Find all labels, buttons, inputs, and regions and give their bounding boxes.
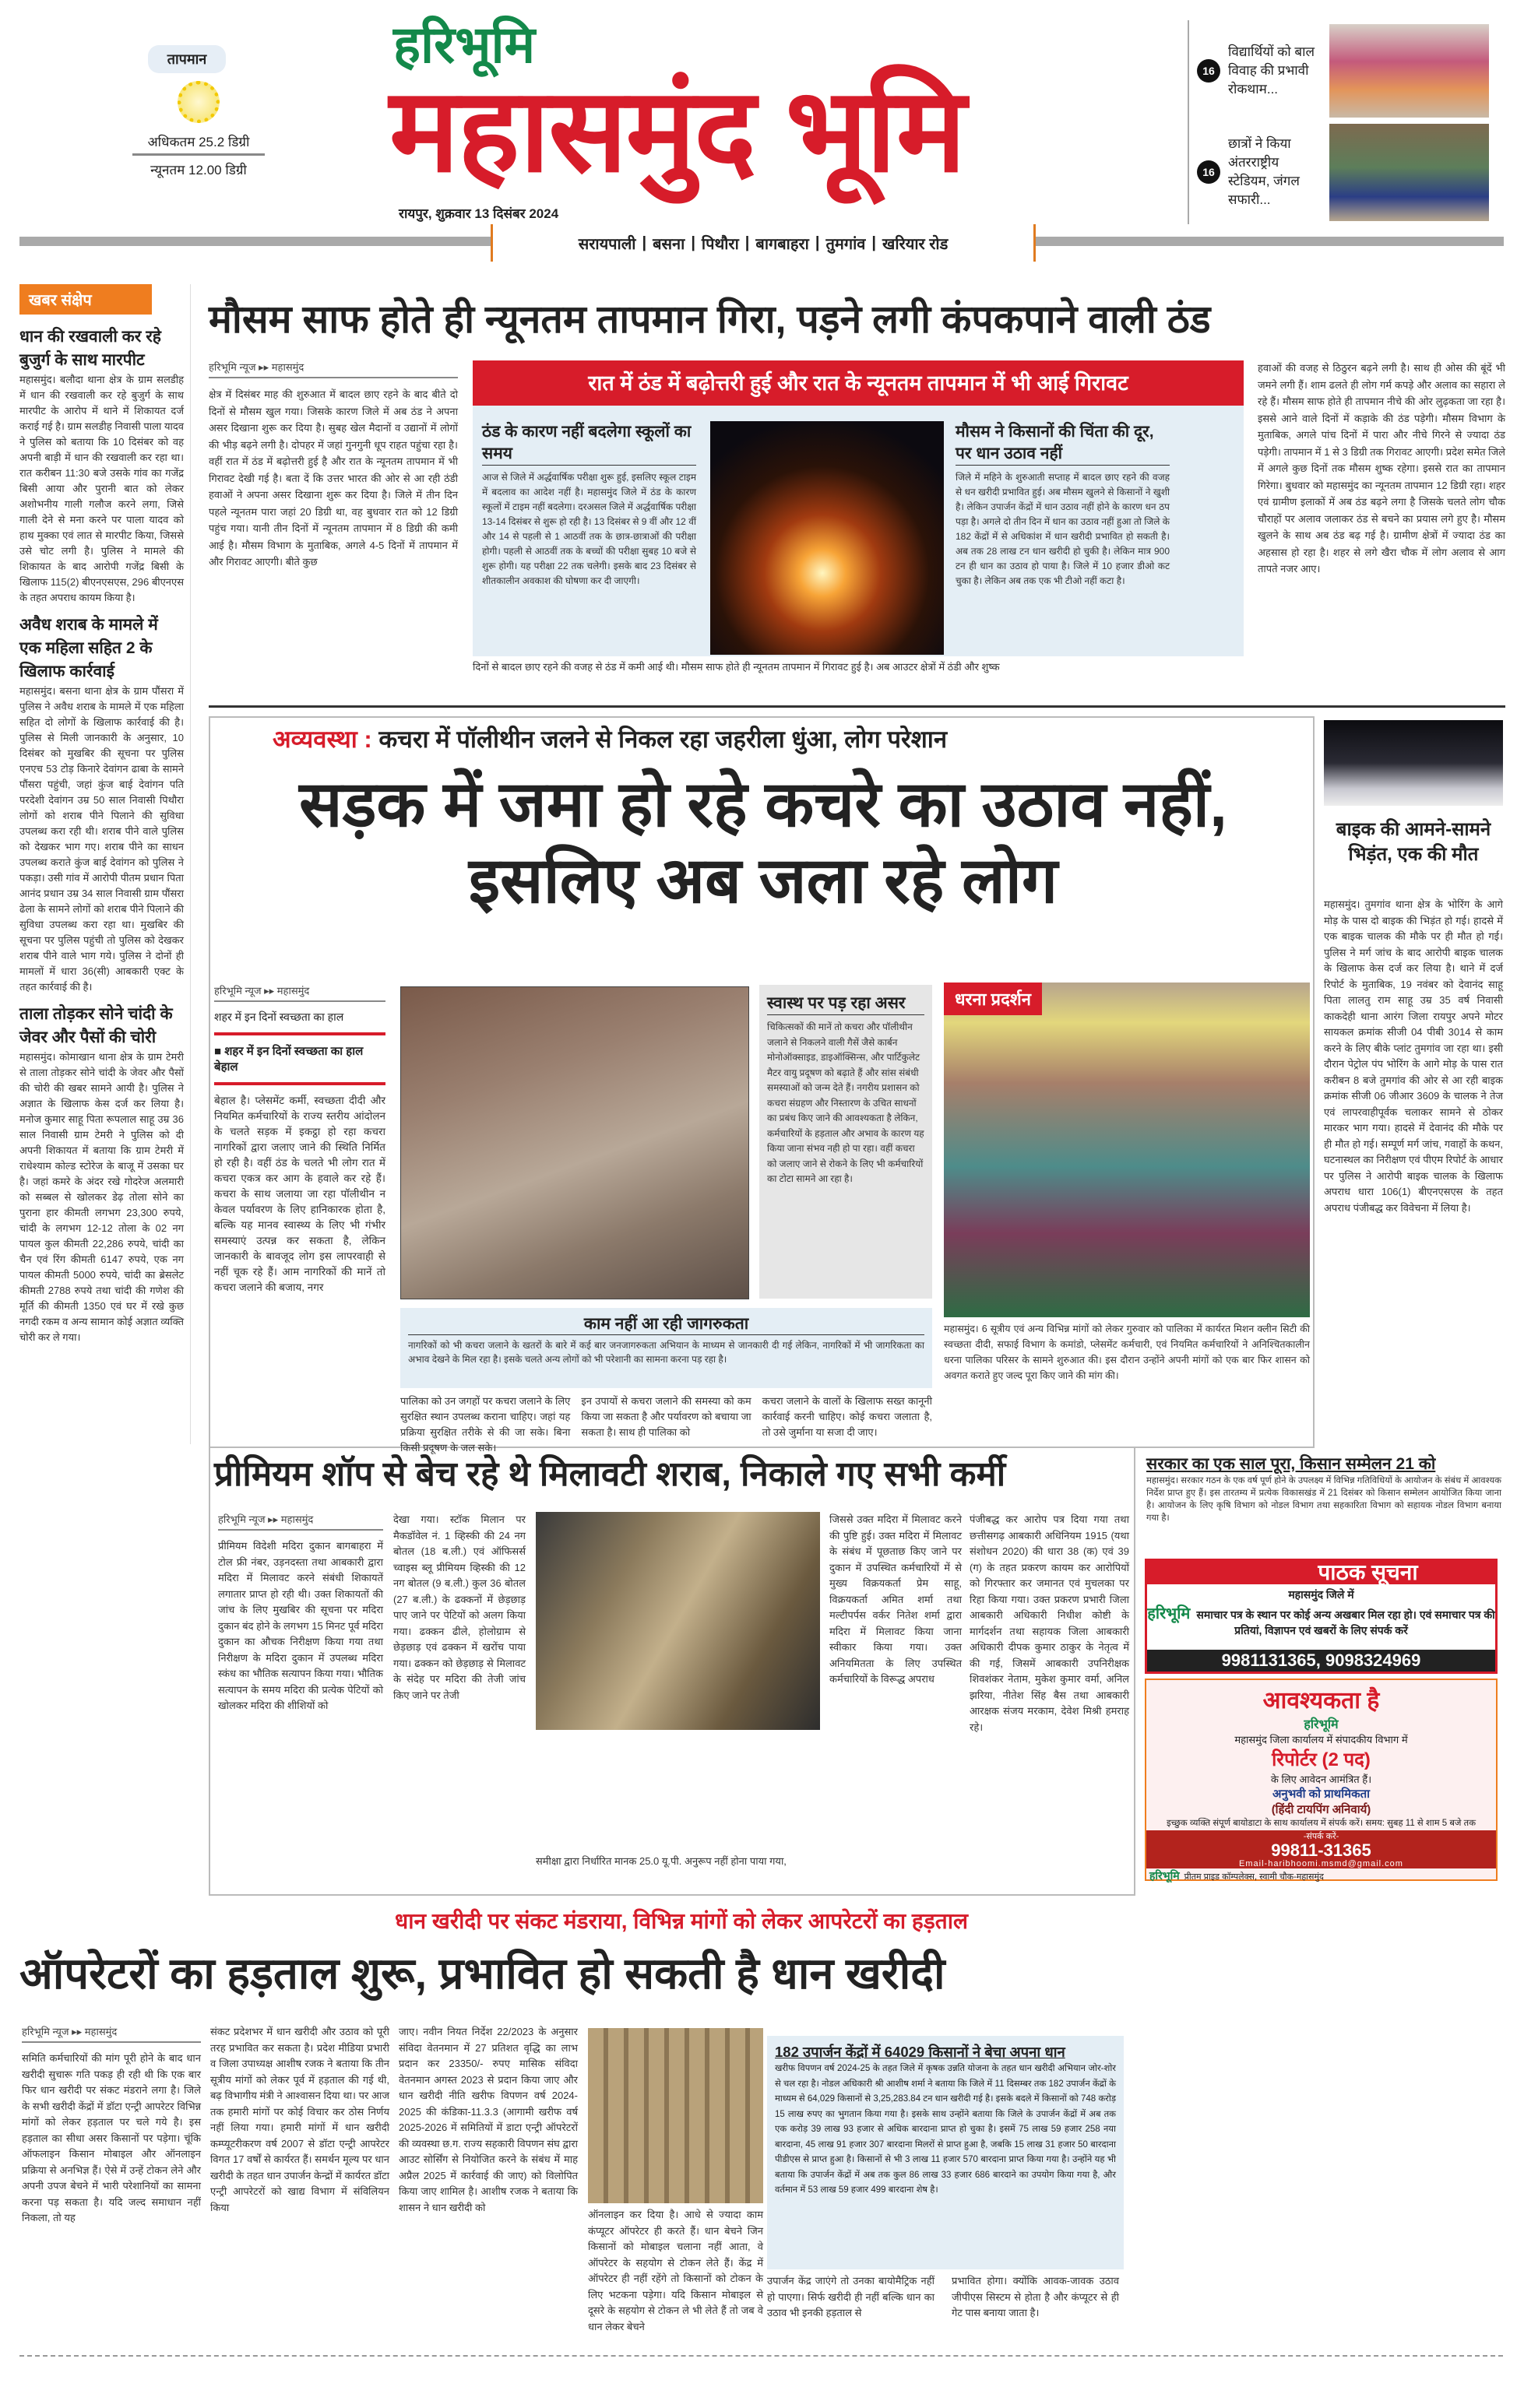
news-brief-column bbox=[19, 284, 191, 1444]
story1-right: हवाओं की वजह से ठिठुरन बढ़ने लगी है। साथ ही ओस की बूंदें भी जमने लगी हैं। शाम ढलते ही लोग गर्म कपड़े और अलाव का सहारा ले रहे हैं। मौसम साफ होते ही तापमान नीचे की ओर लुढ़कता जा रहा है। इससे आने वाले दिनों में कड़ाके की ठंड पड़ेगी। मौसम विभाग के मुताबिक, अगले पांच दिनों में पारा और नीचे गिरने से ज्यादा ठंड पड़ेगी। तापमान में 1 से 3 डिग्री तक गिरावट आएगी। प्रदेश समेत जिले में अगले कुछ दिनों तक मौसम शुष्क रहेगा। इससे रात का तापमान गिरेगा। बुधवार को महासमुंद का न्यूनतम तापमान 12 डिग्री रहा। शहर एवं ग्रामीण इलाकों में अब ठंड बढ़ने लगा है जिसके चलते लोग चौक चौराहों पर अलाव जलाकर ठंड से बचने का प्रयास लगे हुए है। मौसम खुलने के साथ अब ठंड बढ़ गई है। ग्रामीण क्षेत्रों में ज्यादा ठंड का अहसास हो रहा है। शहर से लगे खैरा चौक में लोग अलाव से आग तापते नजर आए। bbox=[1258, 362, 1505, 575]
brief-item bbox=[19, 1003, 184, 1345]
bullet-line: ■ शहर में इन दिनों स्वच्छता का हाल बेहाल bbox=[214, 1043, 385, 1085]
story4-photo-text: ऑनलाइन कर दिया है। आधे से ज्यादा काम कंप्यूटर ऑपरेटर ही करते हैं। धान बेचने जिन किसानों को मोबाइल चलाना नहीं आता, वे ऑपरेटर के सहयोग से टोकन लेते हैं। केंद्र में ऑपरेटर ही नहीं रहेंगे तो किसानों को टोकन के लिए भटकना पड़ेगा। यदि किसान मोबाइल से दूसरे के सहयोग से टोकन ले भी लेते हैं तो जब वे धान लेकर बेचने bbox=[588, 2209, 763, 2332]
lower-col: पालिका को उन जगहों पर कचरा जलाने के लिए सुरक्षित स्थान उपलब्ध कराना चाहिए। जहां यह प्रक्रिया सुरक्षित तरीके से की जा सके। बिना किसी प्रदूषण के जल सके। bbox=[400, 1395, 571, 1454]
max-temp: अधिकतम 25.2 डिग्री bbox=[132, 132, 265, 156]
health-box bbox=[759, 985, 932, 1299]
kicker-text: कचरा में पॉलीथीन जलने से निकल रहा जहरीला धुंआ, लोग परेशान bbox=[378, 726, 948, 753]
protest-caption: महासमुंद। 6 सूत्रीय एवं अन्य विभिन्न मांगों को लेकर गुरुवार को पालिका में कार्यरत मिशन क्लीन सिटी की स्वच्छता दीदी, सफाई विभाग के कमांडो, प्लेसमेंट कर्मचारी, एवं नियमित कर्मचारियों ने अनिश्चितकालीन धरना पालिका परिसर के सामने शुरुआत की। इस दौरान उन्होंने अपनी मांगों को एक बार फिर शासन को अवगत कराते हुए जल्द पूरा किए जाने की मांग की। bbox=[944, 1324, 1310, 1381]
brand-logo: हरिभूमि bbox=[1149, 1869, 1180, 1882]
reader-notice-ad bbox=[1145, 1559, 1498, 1674]
brief-title: धान की रखवाली कर रहे बुजुर्ग के साथ मारपीट bbox=[19, 328, 161, 369]
dateline: रायपुर, शुक्रवार 13 दिसंबर 2024 bbox=[399, 206, 559, 221]
schools-box bbox=[482, 421, 696, 589]
separator: | bbox=[691, 234, 695, 251]
box-title: 182 उपार्जन केंद्रों में 64029 किसानों ने बेचा अपना धान bbox=[775, 2044, 1065, 2060]
box-body: जिले में महिने के शुरुआती सप्ताह में बादल छाए रहने की वजह से धन खरीदी प्रभावित हुई। अब मौसम खुलने से किसानों ने खुशी है। लेकिन उपार्जन केंद्रों में धान उठाव नहीं होने के कारण धन ठप पड़ा है। अगले दो तीन दिन में धान का उठाव नहीं हुआ तो जिले के 182 केंद्रों में से अधिकांश में धान खरीदी प्रभावित हो सकती है। अब तक 28 लाख टन धान खरीदी हो चुकी है। लेकिन मात्र 900 टन ही धान का उठाव हो पाया है। जिले में 10 हजार डीओ कट चुका है। लेकिन अब तक एक भी टीओ नहीं कटा है। bbox=[956, 472, 1170, 586]
byline: हरिभूमि न्यूज ▸▸ महासमुंद bbox=[214, 983, 385, 1002]
town[interactable]: तुमगांव bbox=[825, 235, 866, 253]
ad-line: महासमुंद जिले में bbox=[1288, 1588, 1354, 1601]
town[interactable]: बसना bbox=[653, 235, 685, 253]
lower-col: कचरा जलाने के वालों के खिलाफ सख्त कानूनी कार्रवाई करनी चाहिए। कोई कचरा जलाता है, तो उसे जुर्माना या सजा दी जाए। bbox=[762, 1395, 932, 1438]
contact-band bbox=[1146, 1830, 1496, 1868]
contact-email: Email-haribhoomi.msmd@gmail.com bbox=[1239, 1859, 1403, 1868]
brief-body: महासमुंद। बसना थाना क्षेत्र के ग्राम पौंसरा में पुलिस ने अवैध शराब के मामले में एक महिला सहित दो लोगों के खिलाफ कार्रवाई की है। पुलिस से मिली जानकारी के अनुसार, 10 दिसंबर को मुखबिर की सूचना पर पुलिस एनएच 53 टोड़ किनारे देवांगन ढाबा के सामने पौंसरा पहुंची, जहां कुंज बाई देवांगन पति परदेशी देवांगन उम्र 50 साल निवासी पिथौरा लोगों को शराब पीने पिलाने की सुविधा उपलब्ध करा रही थी। शराब पीने वाले पुलिस को देखकर भाग गए। शराब पीने का साधन उपलब्ध कराते कुंज बाई देवांगन को पुलिस ने पकड़ा। उसी गांव में आरोपी पीतम प्रधान पिता आनंद प्रधान उम्र 34 साल निवासी ग्राम पौंसरा ढेला के सामने लोगों को शराब पीने पिलाने की सुविधा उपलब्ध करा रहा था। मुखबिर की सूचना पर पुलिस पहुंची तो पुलिस को देखकर शराब पीने वाले भाग गये। पुलिस ने दोनों ही मामलों में धारा 36(सी) आबकारी एक्ट के तहत कार्रवाई की है। bbox=[19, 685, 184, 993]
story2-body: बेहाल है। प्लेसमेंट कर्मी, स्वच्छता दीदी और नियमित कर्मचारियों के राज्य स्तरीय आंदोलन के चलते सड़क में इकट्ठा हो रहा कचरा नागरिकों द्वारा जलाए जाने की स्थिति निर्मित हो रही है। वहीं ठंड के चलते भी लोग रात में कचरा एकत्र कर आग के हवाले कर रहे हैं। कचरा के साथ जलाया जा रहा पॉलीथीन न केवल पर्यावरण के लिए हानिकारक होता है, बल्कि यह मानव स्वास्थ्य के लिए भी गंभीर समस्याएं उत्पन्न कर सकता है, लेकिन जानकारी के बावजूद लोग इस लापरवाही से नहीं चूक रहे हैं। आम नागरिकों की मानें तो कचरा जलाने की बजाय, नगर bbox=[214, 1095, 385, 1293]
town[interactable]: सरायपाली bbox=[578, 235, 636, 253]
page-badge: 16 bbox=[1197, 59, 1220, 83]
story4-kicker: धान खरीदी पर संकट मंडराया, विभिन्न मांगों को लेकर आपरेटरों का हड़ताल bbox=[395, 1909, 968, 1933]
ad-brand: हरिभूमि bbox=[1304, 1718, 1339, 1731]
story1-banner: रात में ठंड में बढ़ोत्तरी हुई और रात के न्यूनतम तापमान में भी आई गिरावट bbox=[473, 360, 1244, 406]
story4-tail2: प्रभावित होगा। क्योंकि आवक-जावक उठाव जीपीएस सिस्टम से होता है और कंप्यूटर से ही गेट पास बनाया जाता है। bbox=[952, 2275, 1119, 2318]
box-body: आज से जिले में अर्द्धवार्षिक परीक्षा शुरू हुई, इसलिए स्कूल टाइम में बदलाव का आदेश नहीं है। महासमुंद जिले में ठंड के कारण स्कूलों में टाइम नहीं बदलेगा। दरअसल जिले में अर्द्धवार्षिक परीक्षा 13-14 दिसंबर से शुरू हो रही है। 13 दिसंबर से 9 वीं और 12 वीं और 14 से पहली से 1 आठवीं तक के छात्र-छात्राओं की परीक्षा होगी। पहली से आठवीं तक के बच्चों की परीक्षा सुबह 10 बजे से शुरू होगी। यह परीक्षा 22 तक चलेगी। इसके बाद 23 दिसंबर से शीतकालीन अवकाश की घोषणा कर दी जाएगी। bbox=[482, 472, 696, 586]
box-title: मौसम ने किसानों की चिंता की दूर, पर धान उठाव नहीं bbox=[956, 421, 1170, 466]
ad-title: आवश्यकता है bbox=[1262, 1688, 1380, 1714]
ad-text: समाचार पत्र के स्थान पर कोई अन्य अखबार मिल रहा हो। एवं समाचार पत्र की प्रतियां, विज्ञापन एवं खबरों के लिए संपर्क करें bbox=[1196, 1608, 1495, 1636]
brief-body: महासमुंद। कोमाखान थाना क्षेत्र के ग्राम टेमरी से ताला तोड़कर सोने चांदी के जेवर और पैसों की चोरी की खबर सामने आयी है। पुलिस ने अज्ञात के खिलाफ केस दर्ज कर लिया है। मनोज कुमार साहू पिता रूपलाल साहू उम्र 36 साल निवासी ग्राम टेमरी ने पुलिस को दी अपनी शिकायत में बताया कि ग्राम टेमरी में राधेश्याम कोल्ड स्टोरेज के बाजू में उसका घर है। जहां कमरे के अंदर रखे गोदरेज अलमारी को सब्बल से खोलकर डेढ़ तोला सोने का पुराना हार कीमती लगभग 23,300 रुपये, चांदी के लगभग 12-12 तोला के 02 नग पायल कुल कीमती 22,286 रुपये, चांदी का चैन एवं रिंग कीमती 6147 रुपये, एक नग पायल कीमती 5000 रुपये, चांदी का ब्रेसलेट कीमती 2788 रुपये तथा चांदी की गणेश की मूर्ति की कीमती 1350 एवं घर में रखे कुछ नगदी रकम व अन्य सामान कोई अज्ञात व्यक्ति चोरी कर ले गया। bbox=[19, 1051, 184, 1343]
sarkar-body: महासमुंद। सरकार गठन के एक वर्ष पूर्ण होने के उपलक्ष्य में विभिन्न गतिविधियों के आयोजन के संबंध में आवश्यक निर्देश प्राप्त हुए हैं। इस तारतम्य में प्रत्येक विकासखंड में 21 दिसंबर को किसान सम्मेलन आयोजित किया जाना है। आयोजन के लिए कृषि विभाग को नोडल विभाग तथा सहकारिता विभाग को सहायक नोडल विभाग बनाया गया है। bbox=[1146, 1476, 1501, 1523]
towns-bar bbox=[491, 224, 1036, 262]
bonfire-photo bbox=[710, 421, 944, 655]
story4-headline: ऑपरेटरों का हड़ताल शुरू, प्रभावित हो सकती है धान खरीदी bbox=[19, 1949, 945, 1998]
story4-col3: जाए। नवीन नियत निर्देश 22/2023 के अनुसार संविदा वेतनमान में 27 प्रतिशत वृद्धि का लाभ प्रदान कर 23350/- रुपए मासिक संविदा वेतनमान अगस्त 2023 से प्रदान किया जाए और धान खरीदी नीति खरीफ विपणन वर्ष 2024-2025 की कंडिका-11.3.3 (आगामी खरीफ वर्ष 2025-2026 में समितियों में डाटा एन्ट्री ऑपरेटरों की व्यवस्था छ.ग. राज्य सहकारी विपणन संघ द्वारा आउट सोर्सिंग से नियोजित करने के संबंध में माह अप्रैल 2025 में कार्रवाई की जाए) को विलोपित किया जाए शामिल है। आशीष रजक ने बताया कि शासन ने धान खरीदी को bbox=[399, 2026, 578, 2213]
story1-bottom: दिनों से बादल छाए रहने की वजह से ठंड में कमी आई थी। मौसम साफ होते ही न्यूनतम तापमान में गिरावट हुई है। अब आउटर क्षेत्रों में ठंडी और शुष्क bbox=[473, 661, 1000, 673]
brief-title: अवैध शराब के मामले में एक महिला सहित 2 के खिलाफ कार्रवाई bbox=[19, 616, 158, 680]
paddy-sacks-photo bbox=[588, 2028, 763, 2203]
story1-left bbox=[209, 360, 458, 687]
story4-col2: संकट प्रदेशभर में धान खरीदी और उठाव को पूरी तरह प्रभावित कर सकता है। प्रदेश मीडिया प्रभारी व जिला उपाध्यक्ष आशीष रजक ने बताया कि तीन सूत्रीय मांगों को लेकर पूर्व में हड़ताल की गई थी, बढ़ विभागीय मंत्री ने आश्वासन दिया था। पर आज तक हमारी मांगों पर कोई विचार कर ठोस निर्णय नहीं लिया गया। हमारी मांगों में धान खरीदी कम्प्यूटरीकरण वर्ष 2007 से डॉटा एन्ट्री आपरेटर विगत 17 वर्षों से कार्यरत हैं। समर्थन मूल्य पर धान खरीदी के तहत धान उपार्जन केन्द्रों में कार्यरत डॉटा एन्ट्री आपरेटरों को खाद्य विभाग में संविलियन किया bbox=[210, 2026, 389, 2213]
brief-item bbox=[19, 613, 184, 995]
story3-col2: देखा गया। स्टॉक मिलान पर मैकडॉवेल नं. 1 व्हिस्की की 24 नग बोतल (18 ब.ली.) एवं ऑफिसर्स च्वाइस ब्लू प्रीमियम व्हिस्की की 12 नग बोतल (9 ब.ली.) कुल 36 बोतल (27 ब.ली.) के ढक्कनों में छेड़छाड़ पाए जाने पर पेटियों को अलग किया गया। ढक्कन ढीले, होलोग्राम से छेड़छाड़ एवं ढक्कन में खरोंच पाया गया। ढक्कन को छेड़छाड़ से मिलावट के संदेह पर मदिरा की तेजी जांच किए जाने पर तेजी bbox=[393, 1513, 526, 1701]
teaser-photo bbox=[1329, 124, 1489, 221]
ad-line: इच्छुक व्यक्ति संपूर्ण बायोडाटा के साथ कार्यालय में संपर्क करें। समय: सुबह 11 से शाम 5 बजे तक bbox=[1166, 1819, 1477, 1828]
box-body: चिकित्सकों की मानें तो कचरा और पॉलीथीन जलाने से निकलने वाली गैसें जैसे कार्बन मोनोऑक्साइड, डाइऑक्सिन्स, और पार्टिकुलेट मैटर वायु प्रदूषण को बढ़ाते हैं और सांस संबंधी समस्याओं को जन्म देते हैं। नगरीय प्रशासन को कचरा संग्रहण और निस्तारण के उचित साधनों का प्रबंध किए जाने की आवश्यकता है लेकिन, कर्मचारियों के हड़ताल और अभाव के कारण यह किया जाना संभव नही हो पा रहा। वहीं कचरा को जलाए जाने से रोकने के लिए भी कर्मचारियों का टोटा सामने आ रहा है। bbox=[767, 1021, 924, 1184]
kicker-label: अव्यवस्था : bbox=[273, 726, 372, 753]
byline: हरिभूमि न्यूज ▸▸ महासमुंद bbox=[218, 1512, 383, 1531]
box-title: काम नहीं आ रही जागरुकता bbox=[408, 1313, 924, 1335]
awareness-box bbox=[400, 1308, 932, 1388]
story1-body: क्षेत्र में दिसंबर माह की शुरुआत में बादल छाए रहने के बाद बीते दो दिनों से मौसम खुल गया। जिसके कारण जिले में अब ठंड ने अपना असर दिखाना शुरू कर दिया है। सुबह खेल मैदानों व उद्यानों में लोगों की भीड़ बढ़ने लगी है। दोपहर में जहां गुनगुनी धूप राहत पहुंचा रहा है। वहीं रात में ठंड में बढ़ोत्तरी हुई है और रात के न्यूनतम तापमान में भी गिरावट देखी गई है। बता दें कि उत्तर भारत की ओर से आ रही ठंडी हवाओं ने अपना असर दिखाना शुरू कर दिया है। जिले में तीन दिन पहले न्यूनतम पारा जहां 20 डिग्री था, वह बुधवार रात को 12 डिग्री पहुंच गया। यानी तीन दिनों में न्यूनतम तापमान में 8 डिग्री की कमी आई है। मौसम विभाग के मुताबिक, अगले 4-5 दिनों में तापमान में और गिरावट आएगी। बीते कुछ bbox=[209, 388, 458, 568]
teasers bbox=[1188, 20, 1499, 224]
accident-photo bbox=[1324, 720, 1503, 806]
contact-label: -संपर्क करें- bbox=[1303, 1832, 1339, 1841]
liquor-raid-photo bbox=[536, 1512, 820, 1730]
sarkar-title: सरकार का एक साल पूरा, किसान सम्मेलन 21 को bbox=[1146, 1455, 1436, 1473]
box-body: खरीफ विपणन वर्ष 2024-25 के तहत जिले में कृषक उन्नति योजना के तहत धान खरीदी अभियान जोर-शोर से चल रहा है। नोडल अधिकारी श्री आशीष शर्मा ने बताया कि जिले में 11 दिसम्बर तक 182 उपार्जन केंद्रों के माध्यम से 64,029 किसानों से 3,25,283.84 टन धान खरीदी गई है। इसके बदले में किसानों को 748 करोड़ 15 लाख रुपए का भुगतान किया गया है। इसके साथ उन्होंने बताया कि जिले के उपार्जन केंद्रों में अब तक एक करोड़ 39 लाख 93 हजार से अधिक बारदाना प्राप्त हो चुका है। इसमें 75 लाख 59 हजार 258 नया बारदाना, 45 लाख 91 हजार 307 बारदाना मिलरों से प्राप्त हुआ है, जबकि 15 लाख 31 हजार 50 बारदाना पीडीएस से प्राप्त हुआ है। किसानों से भी 3 लाख 11 हजार 570 बारदाना प्राप्त किया गया है। उन्होंने यह भी बताया कि उपार्जन केंद्रों में अब तक कुल 86 लाख 33 हजार 686 बारदाने का उपयोग किया गया है, और वर्तमान में 53 लाख 59 हजार 499 बारदाना शेष है। bbox=[775, 2064, 1116, 2195]
byline: हरिभूमि न्यूज ▸▸ महासमुंद bbox=[22, 2024, 201, 2043]
brief-title: ताला तोड़कर सोने चांदी के जेवर और पैसों की चोरी bbox=[19, 1005, 173, 1046]
box-title: ठंड के कारण नहीं बदलेगा स्कूलों का समय bbox=[482, 421, 696, 466]
story4-tail1: उपार्जन केंद्र जाएंगे तो उनका बायोमैट्रिक नहीं हो पाएगा। सिर्फ खरीदी ही नहीं बल्कि धान का उठाव भी इनकी हड़ताल से bbox=[767, 2275, 934, 2318]
ad-line: के लिए आवेदन आमंत्रित हैं। bbox=[1270, 1773, 1372, 1785]
protest-label: धरना प्रदर्शन bbox=[944, 983, 1042, 1015]
teaser[interactable] bbox=[1189, 20, 1499, 121]
story3-headline: प्रीमियम शॉप से बेच रहे थे मिलावटी शराब, निकाले गए सभी कर्मी bbox=[214, 1455, 1006, 1493]
story4-col1 bbox=[22, 2024, 201, 2347]
ad-footer bbox=[1146, 1868, 1496, 1883]
divider bbox=[209, 705, 1505, 708]
bullet-text: शहर में इन दिनों स्वच्छता का हाल बेहाल bbox=[214, 1045, 364, 1074]
ad-phones: 9981131365, 9098324969 bbox=[1147, 1650, 1495, 1672]
lower-col: इन उपायों से कचरा जलाने की समस्या को कम किया जा सकता है और पर्यावरण को बचाया जा सकता है। साथ ही पालिका को bbox=[581, 1395, 751, 1438]
procurement-box bbox=[767, 2036, 1124, 2269]
farmers-box bbox=[956, 421, 1170, 589]
story2-lower bbox=[400, 1394, 932, 1454]
separator: | bbox=[642, 234, 647, 251]
bike-title: बाइक की आमने-सामने भिड़ंत, एक की मौत bbox=[1336, 819, 1491, 865]
town[interactable]: पिथौरा bbox=[701, 235, 739, 253]
story3-col1 bbox=[218, 1512, 383, 1886]
story1-headline: मौसम साफ होते ही न्यूनतम तापमान गिरा, पड़ने लगी कंपकपाने वाली ठंड bbox=[209, 297, 1211, 341]
footer-dash-rule bbox=[19, 2355, 1503, 2357]
reporter-wanted-ad bbox=[1145, 1679, 1498, 1881]
story2-left bbox=[214, 983, 385, 1443]
teaser[interactable] bbox=[1189, 121, 1499, 223]
col: समिति कर्मचारियों की मांग पूरी होने के बाद धान खरीदी सुचारू गति पकड़ ही रही थी कि एक बार फिर धान खरीदी पर संकट मंडराने लगा है। जिले के सभी खरीदी केंद्रों में डॉटा एन्ट्री आपरेटर विभिन्न मांगों को लेकर हड़ताल पर चले गये है। इस हड़ताल का सीधा असर किसानों पर पड़ेगा। चूंकि ऑफलाइन किसान मोबाइल और ऑनलाइन प्रक्रिया से अनभिज्ञ हैं। ऐसे में उन्हें टोकन लेने और अपनी उपज बेचने में भारी परेशानियों का सामना करना पड़ सकता है। यदि जल्द समाधान नहीं निकला, तो यह bbox=[22, 2052, 201, 2223]
teaser-text: छात्रों ने किया अंतरराष्ट्रीय स्टेडियम, जंगल सफारी... bbox=[1228, 136, 1300, 207]
box-body: नागरिकों को भी कचरा जलाने के खतरों के बारे में कई बार जनजागरुकता अभियान के माध्यम से जानकारी दी गई लेकिन, नागरिकों में भी जागरिकता का अभाव देखने के मिल रहा है। इसके चलते अन्य लोगों को भी परेशानी का सामना करना पड़ रहा है। bbox=[408, 1340, 924, 1365]
town[interactable]: बागबाहरा bbox=[755, 235, 809, 253]
story3-extra: समीक्षा द्वारा निर्धारित मानक 25.0 यू.पी. अनुरूप नहीं होना पाया गया, bbox=[536, 1855, 787, 1867]
brief-label: खबर संक्षेप bbox=[19, 284, 152, 315]
ad-typing: (हिंदी टायपिंग अनिवार्य) bbox=[1271, 1803, 1371, 1816]
weather-label: तापमान bbox=[148, 45, 226, 73]
byline: हरिभूमि न्यूज ▸▸ महासमुंद bbox=[209, 360, 458, 378]
ad-address: प्रीतम प्राइड कॉम्पलेक्स, स्वामी चौक-महासमुंद bbox=[1184, 1872, 1324, 1882]
story2-headline: सड़क में जमा हो रहे कचरे का उठाव नहीं, इसलिए अब जला रहे लोग bbox=[299, 769, 1227, 916]
sun-icon bbox=[178, 81, 220, 123]
ad-pref: अनुभवी को प्राथमिकता bbox=[1272, 1788, 1371, 1801]
ad-post: रिपोर्टर (2 पद) bbox=[1272, 1749, 1371, 1770]
teaser-photo bbox=[1329, 24, 1489, 118]
masthead-title: महासमुंद भूमि bbox=[389, 65, 965, 195]
story3-col3: जिससे उक्त मदिरा में मिलावट करने की पुष्टि हुई। उक्त मदिरा में मिलावट के संबंध में पूछताछ किए जाने पर दुकान में उपस्थित कर्मचारियों में से मुख्य विक्रयकर्ता प्रेम साहू, विक्रयकर्ता अमित शर्मा तथा मल्टीपर्पस वर्कर नितेश शर्मा द्वारा मदिरा में मिलावट किया जाना स्वीकार किया गया। उक्त अनियमितता के लिए उपस्थित कर्मचारियों के विरूद्ध अपराध bbox=[829, 1513, 962, 1685]
col: प्रीमियम विदेशी मदिरा दुकान बागबाहरा में टोल फ्री नंबर, उड़नदस्ता तथा आबकारी द्वारा मदिरा में मिलावट करने संबंधी शिकायतें लगातार प्राप्त हो रही थी। उक्त शिकायतों की जांच के लिए मुखबिर की सूचना पर मदिरा दुकान बंद होने के लगभग 15 मिनट पूर्व मदिरा दुकान का औचक निरीक्षण किया गया तथा निरीक्षण के मदिरा दुकान में उपलब्ध मदिरा स्कंध का भौतिक सत्यापन किया गया। भौतिक सत्यापन के समय मदिरा की प्रत्येक पेटियों को खोलकर मदिरा की शीशियों को bbox=[218, 1540, 383, 1711]
protest-photo bbox=[944, 983, 1310, 1317]
separator: | bbox=[744, 234, 750, 251]
separator: | bbox=[815, 234, 820, 251]
teaser-text: विद्यार्थियों को बाल विवाह की प्रभावी रोकथाम... bbox=[1228, 44, 1315, 97]
brief-item bbox=[19, 325, 184, 606]
ad-line: महासमुंद जिला कार्यालय में संपादकीय विभाग में bbox=[1234, 1734, 1408, 1745]
box-title: स्वास्थ पर पड़ रहा असर bbox=[767, 993, 924, 1015]
story1-panel bbox=[473, 406, 1244, 656]
garbage-fire-photo bbox=[400, 986, 749, 1299]
contact-phone: 99811-31365 bbox=[1271, 1840, 1371, 1860]
ad-brand bbox=[1147, 1602, 1495, 1638]
bike-body: महासमुंद। तुमगांव थाना क्षेत्र के भोरिंग के आगे मोड़ के पास दो बाइक की भिड़ंत हो गई। हादसे में एक बाइक चालक की मौके पर ही मौत हो गई। पुलिस ने मर्ग जांच के बाद आरोपी बाइक चालक के खिलाफ केस दर्ज कर लिया है। थाने में दर्ज रिपोर्ट के मुताबिक, 19 नवंबर को देवानंद साहू पिता लालतु राम साहू उम्र 35 वर्ष निवासी काकदेही थाना आरंग जिला रायपुर अपने मोटर सायकल क्रमांक सीजी 04 पीबी 3014 से काम करने के लिए बीके प्लांट तुमगांव जा रहा था। इसी दौरान पेट्रोल पंप भोरिंग के आगे मोड़ के पास रात करीबन 8 बजे तुमगांव की ओर से आ रही बाइक क्रमांक सीजी 06 जीआर 3609 के चालक ने तेज एवं लापरवाहीपूर्वक चलाकर सामने से ठोकर मारकर भाग गया। हादसे में देवानंद की मौके पर ही मौत हो गई। सम्पूर्ण मर्ग जांच, गवाहों के कथन, घटनास्थल का निरीक्षण एवं पीएम रिपोर्ट के आधार पर पुलिस ने आरोपी बाइक चालक के खिलाफ अपराध धारा 106(1) बीएनएसएस के तहत अपराध पंजीबद्ध कर विवेचना में लिया है। bbox=[1324, 898, 1503, 1214]
town[interactable]: खरियार रोड bbox=[882, 235, 949, 253]
separator: | bbox=[871, 234, 876, 251]
story3-col4: पंजीबद्ध कर आरोप पत्र दिया गया तथा छत्तीसगढ़ आबकारी अधिनियम 1915 (यथा संशोधन 2020) की धारा 38 (क) एवं 39 (ग) के तहत प्रकरण कायम कर आरोपियों को गिरफ्तार कर जमानत एवं मुचलका पर रिहा किया गया। उक्त प्रकरण प्रभारी जिला आबकारी अधिकारी निधीश कोष्टी के मार्गदर्शन तथा सहायक जिला आबकारी अधिकारी दीपक कुमार ठाकुर के नेतृत्व में की गई, जिसमें आबकारी उपनिरीक्षक शिवशंकर नेताम, मुकेश कुमार वर्मा, अनिल झरिया, नीतेश सिंह बैस तथा आबकारी आरक्षक संजय मरकाम, देवेश मिश्री हमराह रहे। bbox=[970, 1513, 1129, 1733]
min-temp: न्यूनतम 12.00 डिग्री bbox=[150, 163, 247, 178]
page-badge: 16 bbox=[1197, 160, 1220, 184]
brand-logo: हरिभूमि bbox=[393, 16, 536, 73]
story2-kicker bbox=[273, 722, 947, 755]
sub-line: शहर में इन दिनों स्वच्छता का हाल bbox=[214, 1010, 385, 1035]
weather-box bbox=[117, 39, 280, 218]
brand-logo: हरिभूमि bbox=[1147, 1605, 1191, 1622]
ad-header: पाठक सूचना bbox=[1147, 1561, 1495, 1584]
brief-body: महासमुंद। बलौदा थाना क्षेत्र के ग्राम सलडीह में धान की रखवाली कर रहे बुजुर्ग के साथ मारपीट के आरोप में थाने में शिकायत दर्ज कराई गई है। ग्राम सलडीह निवासी पाला यादव ने पुलिस को बताया कि 10 दिसंबर को वह अपनी बाड़ी में धान की रखवाली कर रहा था। रात करीबन 11:30 बजे उसके गांव का गजेंद्र बिसी आया और पुरानी बात को लेकर अशोभनीय गाली गलौज करने लगा, जिसे गाली देने से मना करने पर पाला यादव को हाथ मुक्का एवं लात से मारपीट किया, जिससे उसे चोट लगी है। पुलिस ने मामले की शिकायत के बाद आरोपी गजेंद्र बिसी के खिलाफ 115(2) बीएनएसएस, 296 बीएनएस के तहत अपराध कायम किया है। bbox=[19, 374, 184, 603]
